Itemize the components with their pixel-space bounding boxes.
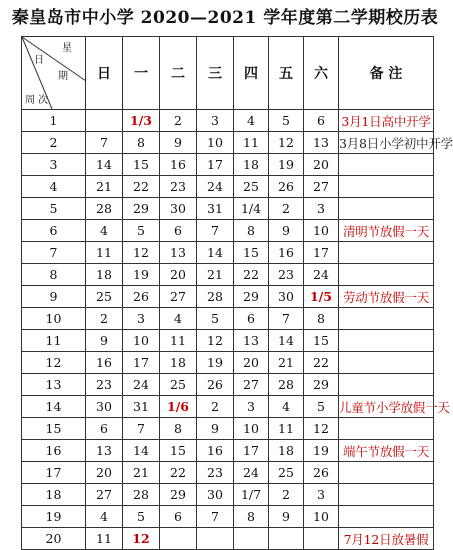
day-cell: 12 bbox=[304, 418, 339, 440]
week-number-cell: 18 bbox=[22, 484, 86, 506]
day-cell: 15 bbox=[160, 440, 197, 462]
note-cell bbox=[339, 330, 434, 352]
day-cell: 17 bbox=[197, 154, 234, 176]
table-row bbox=[22, 132, 434, 154]
day-cell: 9 bbox=[197, 418, 234, 440]
week-number-cell: 1 bbox=[22, 110, 86, 132]
day-cell: 24 bbox=[234, 462, 269, 484]
table-row bbox=[22, 308, 434, 330]
day-cell: 31 bbox=[123, 396, 160, 418]
day-cell: 4 bbox=[269, 396, 304, 418]
day-cell: 20 bbox=[234, 352, 269, 374]
week-number-cell: 16 bbox=[22, 440, 86, 462]
note-cell bbox=[339, 352, 434, 374]
day-cell: 19 bbox=[304, 440, 339, 462]
day-cell: 1/7 bbox=[234, 484, 269, 506]
day-cell: 23 bbox=[197, 462, 234, 484]
day-cell: 21 bbox=[86, 176, 123, 198]
day-cell: 23 bbox=[160, 176, 197, 198]
day-cell: 30 bbox=[197, 484, 234, 506]
day-cell: 17 bbox=[123, 352, 160, 374]
day-cell: 26 bbox=[123, 286, 160, 308]
day-cell: 16 bbox=[197, 440, 234, 462]
note-cell bbox=[339, 198, 434, 220]
day-cell: 10 bbox=[304, 220, 339, 242]
table-row bbox=[22, 396, 434, 418]
day-cell: 21 bbox=[123, 462, 160, 484]
note-cell bbox=[339, 374, 434, 396]
week-number-cell: 6 bbox=[22, 220, 86, 242]
day-cell: 8 bbox=[304, 308, 339, 330]
day-cell: 12 bbox=[197, 330, 234, 352]
day-cell: 5 bbox=[123, 220, 160, 242]
day-cell: 19 bbox=[123, 264, 160, 286]
week-number-cell: 14 bbox=[22, 396, 86, 418]
day-cell: 14 bbox=[269, 330, 304, 352]
note-cell bbox=[339, 264, 434, 286]
day-cell: 12 bbox=[269, 132, 304, 154]
day-cell: 27 bbox=[304, 176, 339, 198]
day-cell: 23 bbox=[269, 264, 304, 286]
day-header-tue: 二 bbox=[160, 37, 197, 110]
day-cell: 15 bbox=[123, 154, 160, 176]
week-number-cell: 19 bbox=[22, 506, 86, 528]
note-cell: 儿童节小学放假一天 bbox=[339, 396, 434, 418]
table-row bbox=[22, 176, 434, 198]
day-cell: 1/3 bbox=[123, 110, 160, 132]
table-row bbox=[22, 462, 434, 484]
week-number-cell: 11 bbox=[22, 330, 86, 352]
day-cell: 7 bbox=[197, 506, 234, 528]
day-cell: 27 bbox=[86, 484, 123, 506]
table-row bbox=[22, 484, 434, 506]
day-cell: 9 bbox=[86, 330, 123, 352]
day-cell: 9 bbox=[269, 220, 304, 242]
day-cell: 16 bbox=[160, 154, 197, 176]
day-cell: 6 bbox=[160, 220, 197, 242]
day-cell: 20 bbox=[86, 462, 123, 484]
table-row bbox=[22, 374, 434, 396]
day-cell: 15 bbox=[234, 242, 269, 264]
day-cell: 3 bbox=[234, 396, 269, 418]
week-number-cell: 13 bbox=[22, 374, 86, 396]
day-cell: 25 bbox=[86, 286, 123, 308]
table-row bbox=[22, 418, 434, 440]
day-cell: 11 bbox=[86, 528, 123, 550]
day-cell: 6 bbox=[86, 418, 123, 440]
header-row bbox=[22, 37, 434, 110]
day-cell: 21 bbox=[197, 264, 234, 286]
corner-label-period: 期 bbox=[58, 71, 68, 82]
table-row bbox=[22, 220, 434, 242]
day-cell: 26 bbox=[304, 462, 339, 484]
table-row bbox=[22, 506, 434, 528]
day-cell: 18 bbox=[160, 352, 197, 374]
day-cell: 31 bbox=[197, 198, 234, 220]
day-cell: 18 bbox=[86, 264, 123, 286]
day-header-fri: 五 bbox=[269, 37, 304, 110]
day-cell: 12 bbox=[123, 242, 160, 264]
note-cell: 3月8日小学初中开学 bbox=[339, 132, 434, 154]
day-cell: 30 bbox=[160, 198, 197, 220]
week-number-cell: 9 bbox=[22, 286, 86, 308]
day-cell: 17 bbox=[234, 440, 269, 462]
day-cell: 17 bbox=[304, 242, 339, 264]
day-cell: 28 bbox=[197, 286, 234, 308]
day-cell: 27 bbox=[234, 374, 269, 396]
note-cell: 7月12日放暑假 bbox=[339, 528, 434, 550]
day-cell: 11 bbox=[234, 132, 269, 154]
day-cell: 24 bbox=[304, 264, 339, 286]
day-cell: 30 bbox=[86, 396, 123, 418]
day-cell: 8 bbox=[234, 506, 269, 528]
day-cell: 9 bbox=[269, 506, 304, 528]
corner-header bbox=[22, 37, 86, 110]
day-cell: 18 bbox=[234, 154, 269, 176]
day-cell: 21 bbox=[269, 352, 304, 374]
day-cell: 26 bbox=[197, 374, 234, 396]
day-cell: 27 bbox=[160, 286, 197, 308]
note-cell bbox=[339, 176, 434, 198]
table-row bbox=[22, 286, 434, 308]
day-cell: 10 bbox=[234, 418, 269, 440]
corner-label-weekday: 星 bbox=[62, 43, 72, 54]
day-cell: 13 bbox=[304, 132, 339, 154]
note-cell bbox=[339, 506, 434, 528]
day-cell: 8 bbox=[160, 418, 197, 440]
day-cell: 24 bbox=[197, 176, 234, 198]
day-cell bbox=[197, 528, 234, 550]
day-cell: 6 bbox=[304, 110, 339, 132]
day-header-mon: 一 bbox=[123, 37, 160, 110]
school-calendar-table bbox=[21, 36, 453, 550]
note-cell bbox=[339, 242, 434, 264]
week-number-cell: 3 bbox=[22, 154, 86, 176]
day-cell: 5 bbox=[197, 308, 234, 330]
week-number-cell: 4 bbox=[22, 176, 86, 198]
day-cell: 11 bbox=[86, 242, 123, 264]
day-cell: 15 bbox=[304, 330, 339, 352]
day-cell: 18 bbox=[269, 440, 304, 462]
day-cell: 6 bbox=[234, 308, 269, 330]
day-cell: 25 bbox=[160, 374, 197, 396]
day-header-wed: 三 bbox=[197, 37, 234, 110]
day-cell: 4 bbox=[86, 220, 123, 242]
day-cell: 25 bbox=[269, 462, 304, 484]
day-cell: 5 bbox=[123, 506, 160, 528]
day-cell: 26 bbox=[269, 176, 304, 198]
day-cell: 14 bbox=[123, 440, 160, 462]
corner-label-week: 周 次 bbox=[25, 95, 49, 106]
day-cell: 13 bbox=[160, 242, 197, 264]
day-cell: 22 bbox=[304, 352, 339, 374]
day-cell: 3 bbox=[123, 308, 160, 330]
note-cell bbox=[339, 484, 434, 506]
week-number-cell: 17 bbox=[22, 462, 86, 484]
day-cell: 19 bbox=[269, 154, 304, 176]
day-cell: 1/4 bbox=[234, 198, 269, 220]
page-title: 秦皇岛市中小学 2020—2021 学年度第二学期校历表 bbox=[11, 8, 439, 28]
note-cell: 端午节放假一天 bbox=[339, 440, 434, 462]
day-header-sun: 日 bbox=[86, 37, 123, 110]
day-cell: 3 bbox=[304, 484, 339, 506]
day-cell: 16 bbox=[269, 242, 304, 264]
week-number-cell: 2 bbox=[22, 132, 86, 154]
day-cell: 22 bbox=[123, 176, 160, 198]
day-cell: 2 bbox=[269, 198, 304, 220]
day-cell: 29 bbox=[304, 374, 339, 396]
day-cell: 4 bbox=[234, 110, 269, 132]
week-number-cell: 7 bbox=[22, 242, 86, 264]
table-row bbox=[22, 110, 434, 132]
day-cell bbox=[160, 528, 197, 550]
day-cell: 13 bbox=[234, 330, 269, 352]
day-cell: 4 bbox=[86, 506, 123, 528]
note-cell: 劳动节放假一天 bbox=[339, 286, 434, 308]
day-cell: 30 bbox=[269, 286, 304, 308]
day-cell: 8 bbox=[123, 132, 160, 154]
table-row bbox=[22, 198, 434, 220]
day-cell: 24 bbox=[123, 374, 160, 396]
notes-header: 备 注 bbox=[339, 37, 434, 110]
day-cell: 14 bbox=[197, 242, 234, 264]
week-number-cell: 12 bbox=[22, 352, 86, 374]
note-cell: 3月1日高中开学 bbox=[339, 110, 434, 132]
table-row bbox=[22, 528, 434, 550]
day-cell: 28 bbox=[86, 198, 123, 220]
day-cell: 3 bbox=[304, 198, 339, 220]
day-cell bbox=[269, 528, 304, 550]
day-cell: 25 bbox=[234, 176, 269, 198]
corner-label-date: 日 bbox=[34, 55, 44, 66]
day-cell: 29 bbox=[123, 198, 160, 220]
day-cell: 2 bbox=[269, 484, 304, 506]
week-number-cell: 10 bbox=[22, 308, 86, 330]
day-cell: 5 bbox=[304, 396, 339, 418]
note-cell bbox=[339, 154, 434, 176]
table-row bbox=[22, 154, 434, 176]
day-cell: 13 bbox=[86, 440, 123, 462]
day-cell: 9 bbox=[160, 132, 197, 154]
note-cell: 清明节放假一天 bbox=[339, 220, 434, 242]
day-cell: 14 bbox=[86, 154, 123, 176]
day-cell: 11 bbox=[160, 330, 197, 352]
day-cell: 3 bbox=[197, 110, 234, 132]
day-cell bbox=[234, 528, 269, 550]
day-cell: 19 bbox=[197, 352, 234, 374]
week-number-cell: 20 bbox=[22, 528, 86, 550]
day-cell: 2 bbox=[197, 396, 234, 418]
week-number-cell: 8 bbox=[22, 264, 86, 286]
day-header-sat: 六 bbox=[304, 37, 339, 110]
day-cell: 28 bbox=[123, 484, 160, 506]
day-cell: 10 bbox=[123, 330, 160, 352]
day-cell: 6 bbox=[160, 506, 197, 528]
table-row bbox=[22, 352, 434, 374]
day-cell: 8 bbox=[234, 220, 269, 242]
day-cell: 20 bbox=[304, 154, 339, 176]
calendar-body bbox=[22, 110, 453, 550]
note-cell bbox=[339, 418, 434, 440]
day-cell: 22 bbox=[234, 264, 269, 286]
day-cell: 7 bbox=[269, 308, 304, 330]
day-cell: 2 bbox=[160, 110, 197, 132]
week-number-cell: 15 bbox=[22, 418, 86, 440]
day-cell: 29 bbox=[234, 286, 269, 308]
day-cell: 28 bbox=[269, 374, 304, 396]
table-row bbox=[22, 440, 434, 462]
table-row bbox=[22, 242, 434, 264]
day-cell: 10 bbox=[197, 132, 234, 154]
day-cell: 16 bbox=[86, 352, 123, 374]
table-row bbox=[22, 264, 434, 286]
day-cell: 7 bbox=[123, 418, 160, 440]
day-cell: 20 bbox=[160, 264, 197, 286]
day-cell: 4 bbox=[160, 308, 197, 330]
day-cell: 12 bbox=[123, 528, 160, 550]
day-header-thu: 四 bbox=[234, 37, 269, 110]
day-cell: 29 bbox=[160, 484, 197, 506]
table-row bbox=[22, 330, 434, 352]
day-cell bbox=[304, 528, 339, 550]
day-cell bbox=[86, 110, 123, 132]
day-cell: 5 bbox=[269, 110, 304, 132]
note-cell bbox=[339, 308, 434, 330]
day-cell: 11 bbox=[269, 418, 304, 440]
day-cell: 10 bbox=[304, 506, 339, 528]
day-cell: 22 bbox=[160, 462, 197, 484]
day-cell: 1/5 bbox=[304, 286, 339, 308]
day-cell: 1/6 bbox=[160, 396, 197, 418]
note-cell bbox=[339, 462, 434, 484]
day-cell: 7 bbox=[86, 132, 123, 154]
day-cell: 23 bbox=[86, 374, 123, 396]
day-cell: 7 bbox=[197, 220, 234, 242]
week-number-cell: 5 bbox=[22, 198, 86, 220]
day-cell: 2 bbox=[86, 308, 123, 330]
